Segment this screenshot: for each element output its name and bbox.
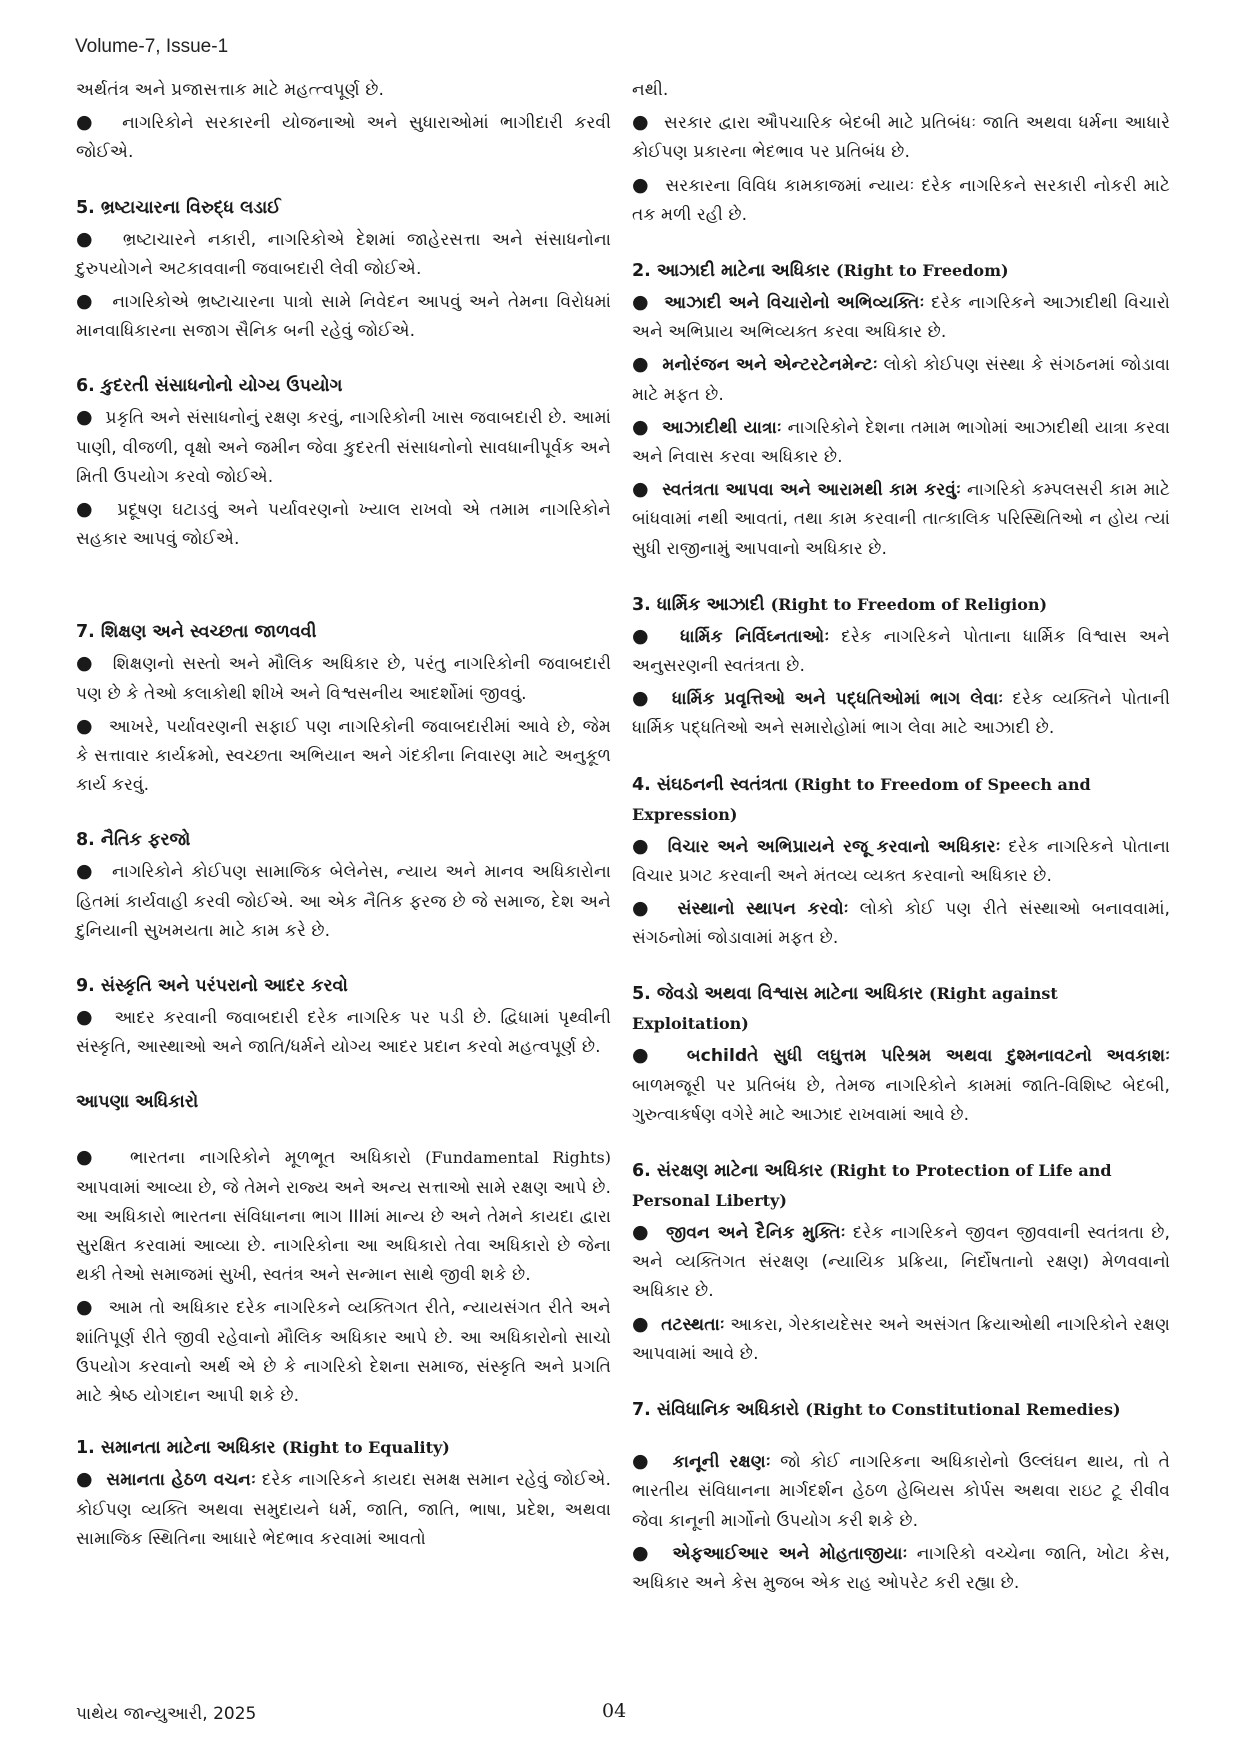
bullet-item: ● પ્રદૂષણ ઘટાડવું અને પર્યાવરણનો ખ્યાલ રાખવો એ તમામ નાગરિકોને સહકાર આપવું જોઈએ.	[76, 495, 611, 554]
bullet-item: ● પ્રકૃતિ અને સંસાધનોનું રક્ષણ કરવું, નાગરિકોની ખાસ જવાબદારી છે. આમાં પાણી, વીજળી, વૃક્ષો અને જમીન જેવા કુદરતી સંસાધનોનો સાવધાનીપૂર્વક અને મિતી ઉપયોગ કરવો જોઈએ.	[76, 403, 611, 492]
bullet-item: ● શિક્ષણનો સસ્તો અને મૌલિક અધિકાર છે, પરંતુ નાગરિકોની જવાબદારી પણ છે કે તેઓ કલાકોથી શીખે અને વિશ્વસનીય આદર્શોમાં જીવવું.	[76, 649, 611, 708]
heading-english: (Right to Freedom of Religion)	[770, 594, 1048, 614]
bullet-item	[632, 475, 1170, 564]
bullet-item	[632, 894, 1170, 953]
heading-gujarati: 3. ધાર્મિક આઝાદી	[632, 594, 765, 615]
heading-gujarati: 5. જેવડો અથવા વિશ્વાસ માટેના અધિકાર	[632, 984, 923, 1005]
bullet-item	[632, 108, 1170, 167]
section-heading	[76, 1433, 611, 1463]
text-run: દરેક વ્યક્તિને પોતાની ધાર્મિક પદ્ધતિઓ અને સમારોહોમાં ભાગ લેવા માટે આઝાદી છે.	[632, 689, 1170, 739]
text-run: દરેક નાગરિકને જીવન જીવવાની સ્વતંત્રતા છે, અને વ્યક્તિગત સંરક્ષણ (ન્યાયિક પ્રક્રિયા, નિર્દોષતાનો રક્ષણ) મેળવવાનો અધિકાર છે.	[632, 1223, 1170, 1302]
english-term: (Fundamental Rights)	[425, 1148, 611, 1168]
bullet-item: ● ભ્રષ્ટાચારને નકારી, નાગરિકોએ દેશમાં જાહેરસત્તા અને સંસાધનોના દુરુપયોગને અટકાવવાની જવાબદારી લેવી જોઈએ.	[76, 225, 611, 284]
bullet-item	[632, 622, 1170, 681]
section-heading: 9. સંસ્કૃતિ અને પરંપરાનો આદર કરવો	[76, 976, 348, 997]
bullet-lead: ધાર્મિક નિર્વિઘ્નતાઓઃ	[680, 626, 830, 647]
text-run: દરેક નાગરિકને પોતાના વિચાર પ્રગટ કરવાની અને મંતવ્ય વ્યક્ત કરવાનો અધિકાર છે.	[632, 836, 1170, 886]
text-run: દરેક નાગરિકને કાયદા સમક્ષ સમાન રહેવું જોઈએ. કોઈપણ વ્યક્તિ અથવા સમુદાયને ધર્મ, જાતિ, જાતિ, ભાષા, પ્રદેશ, અથવા સામાજિક સ્થિતિના આધારે ભેદભાવ કરવામાં આવતો	[76, 1470, 611, 1549]
section-heading	[632, 1156, 1170, 1216]
text-run: લોકો કોઈપણ સંસ્થા કે સંગઠનમાં જોડાવા માટે મફત છે.	[632, 355, 1170, 405]
heading-gujarati: 4. સંઘઠનની સ્વતંત્રતા	[632, 774, 788, 795]
bullet-lead: આઝાદી અને વિચારોનો અભિવ્યક્તિઃ	[664, 293, 925, 314]
heading-english: (Right against Exploitation)	[632, 984, 1058, 1034]
text-run: આપવામાં આવ્યા છે, જે તેમને રાજ્ય અને અન્ય સત્તાઓ સામે રક્ષણ આપે છે. આ અધિકારો ભારતના સંવિધાનના ભાગ IIIમાં માન્ય છે અને તેમને કાયદા દ્વારા સુરક્ષિત કરવામાં આવ્યા છે. નાગરિકોના આ અધિકારો તેવા અધિકારો છે જેના થકી તેઓ સમાજમાં સુખી, સ્વતંત્ર અને સન્માન સાથે જીવી શકે છે.	[76, 1177, 611, 1286]
heading-english: (Right to Equality)	[281, 1438, 450, 1458]
bullet-item: ● આદર કરવાની જવાબદારી દરેક નાગરિક પર પડી છે. દ્વિધામાં પૃથ્વીની સંસ્કૃતિ, આસ્થાઓ અને જાતિ/ધર્મને યોગ્ય આદર પ્રદાન કરવો મહત્વપૂર્ણ છે.	[76, 1003, 611, 1062]
text-run: દરેક નાગરિકને સરકારી નોકરી માટે તક મળી રહી છે.	[632, 175, 1171, 225]
bullet-item	[632, 1539, 1170, 1598]
bullet-lead: સમાનતા હેઠળ વચનઃ	[106, 1470, 256, 1491]
text-run: નાગરિકોને દેશના તમામ ભાગોમાં આઝાદીથી યાત્રા કરવા અને નિવાસ કરવા અધિકાર છે.	[632, 417, 1170, 468]
heading-english: (Right to Freedom)	[836, 261, 1009, 281]
bullet-item	[632, 1310, 1170, 1369]
bullet-lead: સ્વતંત્રતા આપવા અને આરામથી કામ કરવુંઃ	[662, 480, 961, 501]
paragraph: નથી.	[632, 80, 669, 100]
bullet-item	[632, 350, 1170, 409]
bullet-item	[632, 1447, 1170, 1536]
bullet-lead: બchildતે સુધી લઘુત્તમ પરિશ્રમ અથવા દુશ્મનાવટનો અવકાશઃ	[686, 1046, 1170, 1067]
right-column	[632, 76, 1170, 1601]
footer-publication: પાથેય જાન્યુઆરી, 2025	[76, 1704, 257, 1724]
heading-gujarati: 6. સંરક્ષણ માટેના અધિકાર	[632, 1161, 824, 1182]
bullet-item	[76, 1465, 611, 1554]
bullet-lead: વિચાર અને અભિપ્રાયને રજૂ કરવાનો અધિકારઃ	[667, 836, 1001, 857]
bullet-item: ● નાગરિકોને કોઈપણ સામાજિક બેલેનેસ, ન્યાય અને માનવ અધિકારોના હિતમાં કાર્યવાહી કરવી જોઈએ. આ એક નૈતિક ફરજ છે જે સમાજ, દેશ અને દુનિયાની સુખમયતા માટે કામ કરે છે.	[76, 857, 611, 946]
text-run: ભારતના નાગરિકોને મૂળભૂત અધિકારો	[130, 1148, 426, 1169]
text-run: જાતિ અથવા ધર્મના આધારે કોઈપણ પ્રકારના ભેદભાવ પર પ્રતિબંધ છે.	[632, 113, 1170, 163]
text-run: નાગરિકો વચ્ચેના જાતિ, ખોટા કેસ, અધિકાર અને કેસ મુજબ એક રાહ ઓપરેટ કરી રહ્યા છે.	[632, 1543, 1170, 1593]
paragraph: અર્થતંત્ર અને પ્રજાસત્તાક માટે મહત્ત્વપૂર્ણ છે.	[76, 80, 385, 100]
bullet-lead: મનોરંજન અને એન્ટરટેનમેન્ટઃ	[662, 355, 878, 376]
heading-gujarati: 1. સમાનતા માટેના અધિકાર	[76, 1438, 276, 1459]
text-run: સરકારના વિવિધ કામકાજમાં ન્યાયઃ	[665, 175, 915, 196]
bullet-lead: આઝાદીથી યાત્રાઃ	[662, 417, 782, 438]
bullet-item	[632, 832, 1170, 891]
text-run: નાગરિકો કમ્પલસરી કામ માટે બાંધવામાં નથી આવતાં, તથા કામ કરવાની તાત્કાલિક પરિસ્થિતિઓ ન હોય ત્યાં સુધી રાજીનામું આપવાનો અધિકાર છે.	[632, 480, 1170, 559]
section-heading: 6. કુદરતી સંસાધનોનો યોગ્ય ઉપયોગ	[76, 376, 343, 397]
text-run: દરેક નાગરિકને પોતાના ધાર્મિક વિશ્વાસ અને અનુસરણની સ્વતંત્રતા છે.	[632, 626, 1170, 677]
bullet-item	[632, 413, 1170, 472]
bullet-item: ● નાગરિકોએ ભ્રષ્ટાચારના પાત્રો સામે નિવેદન આપવું અને તેમના વિરોધમાં માનવાધિકારના સજાગ સૈનિક બની રહેવું જોઈએ.	[76, 287, 611, 346]
heading-gujarati: 7. સંવિધાનિક અધિકારો	[632, 1400, 800, 1421]
bullet-item	[632, 1041, 1170, 1130]
text-run: લોકો કોઈ પણ રીતે સંસ્થાઓ બનાવવામાં, સંગઠનોમાં જોડાવામાં મફત છે.	[632, 899, 1170, 949]
page-number: 04	[602, 1700, 627, 1722]
bullet-lead: તટસ્થતાઃ	[661, 1314, 725, 1335]
volume-issue: Volume-7, Issue-1	[75, 36, 229, 57]
section-heading	[632, 590, 1170, 620]
heading-english: (Right to Constitutional Remedies)	[805, 1400, 1121, 1420]
bullet-item: ● આમ તો અધિકાર દરેક નાગરિકને વ્યક્તિગત રીતે, ન્યાયસંગત રીતે અને શાંતિપૂર્ણ રીતે જીવી રહેવાનો મૌલિક અધિકાર આપે છે. આ અધિકારોનો સાચો ઉપયોગ કરવાનો અર્થ એ છે કે નાગરિકો દેશના સમાજ, સંસ્કૃતિ અને પ્રગતિ માટે શ્રેષ્ઠ યોગદાન આપી શકે છે.	[76, 1293, 611, 1411]
bullet-item	[632, 684, 1170, 743]
section-heading	[632, 256, 1170, 286]
section-heading: 8. નૈતિક ફરજો	[76, 830, 191, 851]
bullet-item	[632, 288, 1170, 347]
left-column	[76, 76, 611, 1557]
bullet-item	[76, 1143, 611, 1290]
section-heading	[632, 1395, 1170, 1425]
bullet-lead: ધાર્મિક પ્રવૃત્તિઓ અને પદ્ધતિઓમાં ભાગ લેવાઃ	[672, 689, 1004, 710]
section-heading	[632, 979, 1170, 1039]
bullet-item	[632, 1218, 1170, 1307]
text-run: સરકાર દ્વારા ઔપચારિક બેદબી માટે પ્રતિબંધઃ	[664, 113, 977, 134]
section-heading: 7. શિક્ષણ અને સ્વચ્છતા જાળવવી	[76, 622, 317, 643]
bullet-lead: સંસ્થાનો સ્થાપન કરવોઃ	[677, 899, 849, 920]
text-run: બાળમજૂરી પર પ્રતિબંધ છે, તેમજ નાગરિકોને કામમાં જાતિ-વિશિષ્ટ બેદબી, ગુરુત્વાકર્ષણ વગેરે માટે આઝાદ રાખવામાં આવે છે.	[632, 1075, 1170, 1125]
bullet-lead: જીવન અને દૈનિક મુક્તિઃ	[665, 1223, 846, 1244]
bullet-lead: એફઆઈઆર અને મોહતાજીયાઃ	[672, 1543, 908, 1564]
heading-gujarati: 2. આઝાદી માટેના અધિકાર	[632, 261, 830, 282]
section-heading	[632, 770, 1170, 830]
bullet-lead: કાનૂની રક્ષણઃ	[672, 1452, 771, 1473]
bullet-item	[632, 171, 1170, 230]
section-heading: 5. ભ્રષ્ટાચારના વિરુદ્ધ લડાઈ	[76, 197, 281, 218]
text-run: આકરા, ગેરકાયદેસર અને અસંગત ક્રિયાઓથી નાગરિકોને રક્ષણ આપવામાં આવે છે.	[632, 1314, 1170, 1364]
text-run: દરેક નાગરિકને આઝાદીથી વિચારો અને અભિપ્રાય અભિવ્યક્ત કરવા અધિકાર છે.	[632, 293, 1170, 343]
section-heading: આપણા અધિકારો	[76, 1092, 199, 1113]
bullet-item: ● આખરે, પર્યાવરણની સફાઈ પણ નાગરિકોની જવાબદારીમાં આવે છે, જેમ કે સત્તાવાર કાર્યક્રમો, સ્વચ્છતા અભિયાન અને ગંદકીના નિવારણ માટે અનુકૂળ કાર્ય કરવું.	[76, 712, 611, 801]
heading-english: (Right to Protection of Life and Personal Liberty)	[632, 1161, 1112, 1211]
bullet-item: ● નાગરિકોને સરકારની યોજનાઓ અને સુધારાઓમાં ભાગીદારી કરવી જોઈએ.	[76, 108, 611, 167]
text-run: જો કોઈ નાગરિકના અધિકારોનો ઉલ્લંઘન થાય, તો તે ભારતીય સંવિધાનના માર્ગદર્શન હેઠળ હેબિયસ કોર્પસ અથવા રાઇટ ટૂ રીવીવ જેવા કાનૂની માર્ગોનો ઉપયોગ કરી શકે છે.	[632, 1452, 1170, 1531]
heading-english: (Right to Freedom of Speech and Expression)	[632, 774, 1091, 824]
